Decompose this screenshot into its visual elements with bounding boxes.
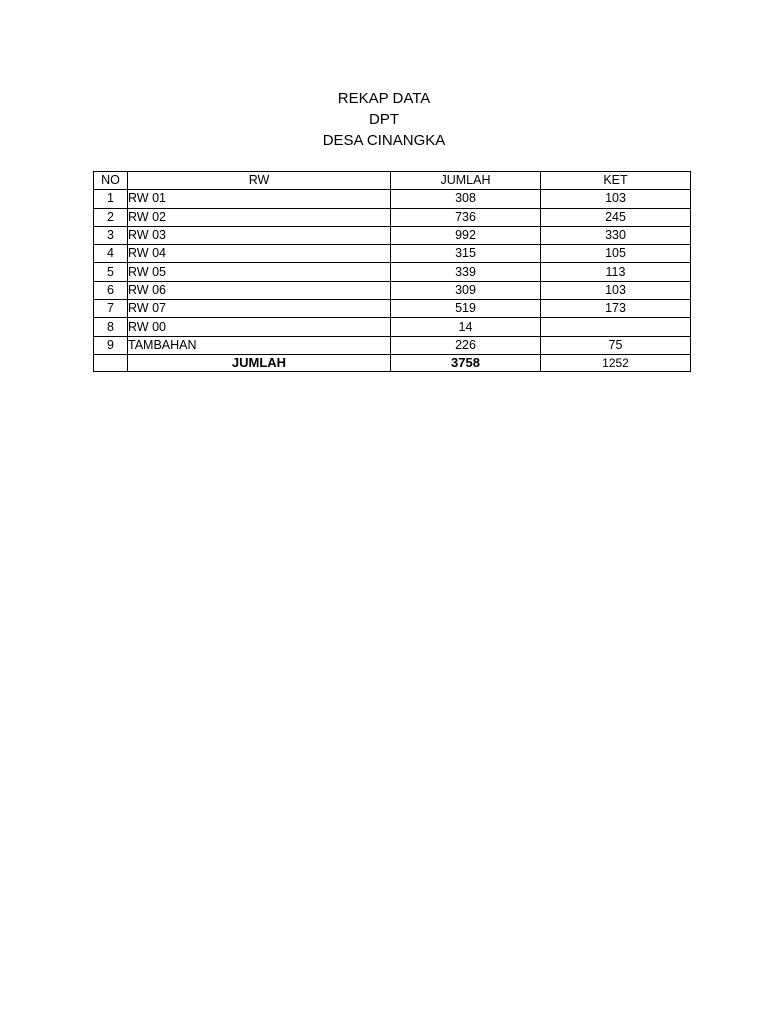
cell-rw: RW 02 xyxy=(128,208,391,226)
title-line-desa: DESA CINANGKA xyxy=(322,132,446,149)
cell-jumlah: 309 xyxy=(391,281,541,299)
total-row xyxy=(94,354,691,371)
cell-ket: 103 xyxy=(541,281,691,299)
cell-jumlah: 315 xyxy=(391,245,541,263)
document-title xyxy=(0,88,768,151)
cell-jumlah: 736 xyxy=(391,208,541,226)
title-line-dpt: DPT xyxy=(369,111,399,128)
total-jumlah: 3758 xyxy=(391,354,541,371)
cell-rw: RW 04 xyxy=(128,245,391,263)
cell-ket: 173 xyxy=(541,300,691,318)
cell-no: 9 xyxy=(94,336,128,354)
table-row xyxy=(94,318,691,336)
cell-rw: RW 05 xyxy=(128,263,391,281)
table-row xyxy=(94,190,691,208)
cell-no: 8 xyxy=(94,318,128,336)
table-row xyxy=(94,245,691,263)
cell-jumlah: 992 xyxy=(391,226,541,244)
cell-no: 4 xyxy=(94,245,128,263)
cell-jumlah: 339 xyxy=(391,263,541,281)
title-line-rekap-data: REKAP DATA xyxy=(337,90,431,107)
cell-rw: RW 03 xyxy=(128,226,391,244)
header-jumlah: JUMLAH xyxy=(391,172,541,190)
cell-jumlah: 519 xyxy=(391,300,541,318)
table-row xyxy=(94,263,691,281)
total-ket: 1252 xyxy=(541,354,691,371)
cell-ket: 105 xyxy=(541,245,691,263)
cell-ket: 103 xyxy=(541,190,691,208)
header-rw: RW xyxy=(128,172,391,190)
total-no-cell xyxy=(94,354,128,371)
table-row xyxy=(94,281,691,299)
cell-rw: RW 00 xyxy=(128,318,391,336)
cell-ket xyxy=(541,318,691,336)
cell-no: 3 xyxy=(94,226,128,244)
recap-table xyxy=(93,171,691,372)
header-ket: KET xyxy=(541,172,691,190)
cell-no: 5 xyxy=(94,263,128,281)
header-no: NO xyxy=(94,172,128,190)
cell-rw: RW 06 xyxy=(128,281,391,299)
cell-rw: RW 07 xyxy=(128,300,391,318)
cell-no: 2 xyxy=(94,208,128,226)
total-label: JUMLAH xyxy=(128,354,391,371)
cell-rw: TAMBAHAN xyxy=(128,336,391,354)
table-header-row xyxy=(94,172,691,190)
cell-jumlah: 308 xyxy=(391,190,541,208)
table-row xyxy=(94,336,691,354)
cell-ket: 330 xyxy=(541,226,691,244)
table-row xyxy=(94,300,691,318)
cell-ket: 75 xyxy=(541,336,691,354)
cell-no: 7 xyxy=(94,300,128,318)
cell-ket: 245 xyxy=(541,208,691,226)
table-row xyxy=(94,208,691,226)
cell-no: 6 xyxy=(94,281,128,299)
table-row xyxy=(94,226,691,244)
cell-jumlah: 14 xyxy=(391,318,541,336)
cell-ket: 113 xyxy=(541,263,691,281)
cell-no: 1 xyxy=(94,190,128,208)
cell-jumlah: 226 xyxy=(391,336,541,354)
cell-rw: RW 01 xyxy=(128,190,391,208)
